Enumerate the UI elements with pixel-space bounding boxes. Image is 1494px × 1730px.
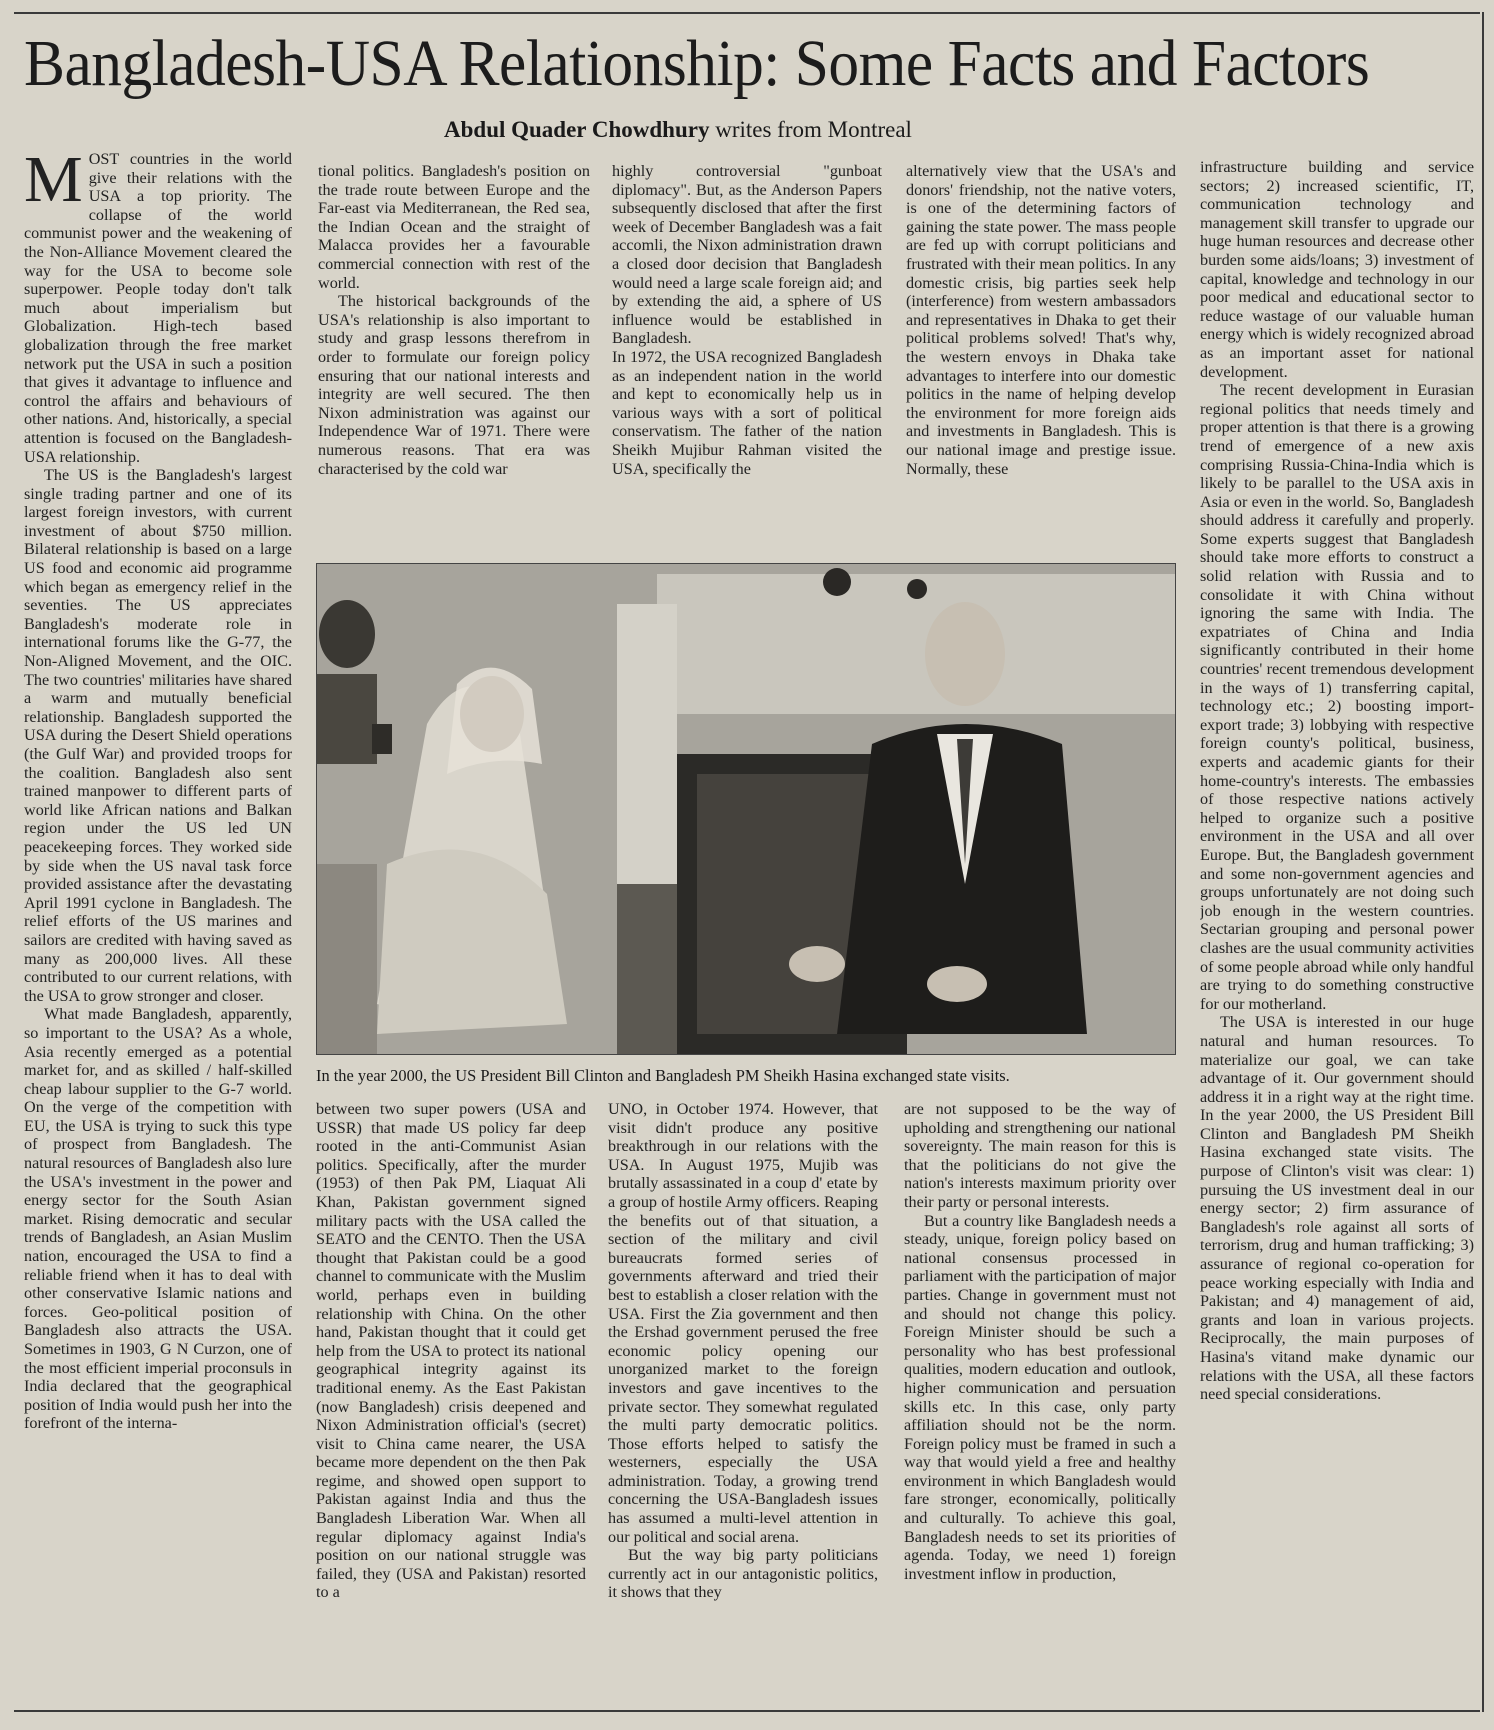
paragraph: OST countries in the world give their relations with the USA a top priority. The collapse of the world communist power and the weakening of the Non-Alliance Movement cleared the way for the USA to become sole superpower. People today don't talk much about imperialism but Globalization. High-tech based globalization through the free market network put the USA in such a position that gives it advantage to influence and control the affairs and behaviours of other nations. And, historically, a special attention is focused on the Bangladesh-USA relationship.	[24, 150, 292, 466]
paragraph: UNO, in October 1974. However, that visit didn't produce any positive breakthrough in our relations with the USA. In August 1975, Mujib was brutally assassinated in a coup d' etate by a group of hostile Army officers. Reaping the benefits out of that situation, a section of the military and civil bureaucrats formed series of governments afterward and tried their best to establish a closer relation with the USA. First the Zia government and then the Ershad government perused the free economic policy opening our unorganized market to the foreign investors and gave incentives to the private sector. They somewhat regulated the multi party democratic politics. Those efforts helped to satisfy the westerners, especially the USA administration. Today, a growing trend concerning the USA-Bangladesh issues has assumed a multi-level attention in our political and social arena.	[608, 1100, 878, 1546]
paragraph: The recent development in Eurasian regional politics that needs timely and proper attention is that there is a growing trend of emergence of a new axis comprising Russia-China-India which is likely to be parallel to the USA axis in Asia or even in the world. So, Bangladesh should address it carefully and properly. Some experts suggest that Bangladesh should take more efforts to construct a solid relation with Russia and to consolidate it with China without ignoring the same with India. The expatriates of China and India significantly contributed in their home countries' recent tremendous development in the ways of 1) transferring capital, technology etc.; 2) boosting import-export trade; 3) lobbying with respective foreign county's political, business, experts and academic giants for their home-country's interests. The embassies of those respective nations actively helped to organize such a positive environment in the USA and all over Europe. But, the Bangladesh government and some non-government agencies and groups unfortunately are not doing such job enough in the western countries. Sectarian grouping and personal power clashes are the usual community activities of some people abroad while only handful are trying to do something constructive for our motherland.	[1200, 381, 1474, 1013]
paragraph: are not supposed to be the way of upholding and strengthening our national sovereignty. The main reason for this is that the politicians do not give the nation's interests maximum priority over their party or personal interests.	[904, 1100, 1176, 1211]
news-photo	[316, 563, 1176, 1055]
paragraph: But the way big party politicians currently act in our antagonistic politics, it shows that they	[608, 1546, 878, 1602]
bottom-rule	[14, 1710, 1480, 1712]
paragraph: But a country like Bangladesh needs a steady, unique, foreign policy based on national consensus processed in parliament with the participation of major parties. Change in government must not and should not change this policy. Foreign Minister should be such a personality who has best professional qualities, modern education and outlook, higher communication and persuation skills etc. In this case, only party affiliation should not be the norm. Foreign policy must be framed in such a way that would yield a free and healthy environment in which Bangladesh would fare stronger, economically, politically and culturally. To achieve this goal, Bangladesh needs to set its priorities of agenda. Today, we need 1) foreign investment inflow in production,	[904, 1211, 1176, 1583]
paragraph: alternatively view that the USA's and donors' friendship, not the native voters, is one of the determining factors of gaining the state power. The mass people are fed up with corrupt politicians and frustrated with their mean politics. In any domestic crisis, big parties seek help (interference) from western ambassadors and representatives in Dhaka to get their political problems solved! That's why, the western envoys in Dhaka take advantages to interfere into our domestic politics in the name of helping develop the environment for more foreign aids and investments in Bangladesh. This is our national image and prestige issue. Normally, these	[906, 162, 1176, 478]
paragraph: tional politics. Bangladesh's position on the trade route between Europe and the Far-east via Mediterranean, the Red sea, the Indian Ocean and the straight of Malacca provides her a favourable commercial connection with rest of the world.	[318, 162, 590, 292]
photo-caption: In the year 2000, the US President Bill Clinton and Bangladesh PM Sheikh Hasina exchanged state visits.	[316, 1066, 1010, 1085]
paragraph: The US is the Bangladesh's largest single trading partner and one of its largest foreign investors, with current investment of about $750 million. Bilateral relationship is based on a large US food and economic aid programme which began as emergency relief in the seventies. The US appreciates Bangladesh's moderate role in international forums like the G-77, the Non-Aligned Movement, and the OIC. The two countries' militaries have shared a warm and mutually beneficial relationship. Bangladesh supported the USA during the Desert Shield operations (the Gulf War) and provided troops for the coalition. Bangladesh also sent trained manpower to different parts of world like African nations and Balkan region under the US led UN peacekeeping forces. They worked side by side when the US naval task force provided assistance after the devastating April 1991 cyclone in Bangladesh. The relief efforts of the US marines and sailors are credited with having saved as many as 200,000 lives. All these contributed to our current relations, with the USA to grow stronger and closer.	[24, 466, 292, 1005]
author-name: Abdul Quader Chowdhury	[444, 117, 710, 142]
column-1	[24, 150, 292, 1695]
top-rule	[14, 12, 1480, 14]
column-2-top	[318, 162, 590, 546]
column-2-bottom	[316, 1100, 586, 1695]
paragraph: In 1972, the USA recognized Bangladesh as an independent nation in the world and kept to economically help us in various ways with a sort of political conservatism. The father of the nation Sheikh Mujibur Rahman visited the USA, specifically the	[612, 347, 882, 478]
byline-location: writes from Montreal	[715, 117, 912, 142]
byline	[444, 117, 1144, 143]
column-3-top	[612, 162, 882, 546]
column-3-bottom	[608, 1100, 878, 1695]
paragraph: What made Bangladesh, apparently, so important to the USA? As a whole, Asia recently emerged as a potential market for, and as skilled / half-skilled cheap labour supplier to the G-7 world. On the verge of the competition with EU, the USA is trying to suck this type of prospect from Bangladesh. The natural resources of Bangladesh also lure the USA's investment in the power and energy sector for the South Asian market. Rising democratic and secular trends of Bangladesh, an Asian Muslim nation, encouraged the USA to find a reliable friend when it has to deal with other conservative Islamic nations and forces. Geo-political position of Bangladesh also attracts the USA. Sometimes in 1903, G N Curzon, one of the most efficient imperial proconsuls in India declared that the geographical position of India would push her into the forefront of the interna-	[24, 1005, 292, 1433]
column-4-bottom	[904, 1100, 1176, 1695]
article-headline: Bangladesh-USA Relationship: Some Facts and Factors	[24, 27, 1370, 100]
photo-illustration	[317, 564, 1175, 1054]
paragraph: infrastructure building and service sectors; 2) increased scientific, IT, communication technology and management skill transfer to upgrade our huge human resources and decrease other burden some aids/loans; 3) investment of capital, knowledge and technology in our poor medical and educational sector to reduce wastage of our valuable human energy which is widely recognized abroad as an important asset for national development.	[1200, 158, 1474, 381]
paragraph: The historical backgrounds of the USA's relationship is also important to study and grasp lessons therefrom in order to formulate our foreign policy ensuring that our national interests and integrity are well secured. The then Nixon administration was against our Independence War of 1971. There were numerous reasons. That era was characterised by the cold war	[318, 292, 590, 478]
drop-cap: M	[24, 150, 83, 216]
column-5	[1200, 158, 1474, 1695]
column-4-top	[906, 162, 1176, 546]
right-rule	[1482, 12, 1484, 1712]
paragraph: highly controversial "gunboat diplomacy". But, as the Anderson Papers subsequently disclosed that after the first week of December Bangladesh was a fait accomli, the Nixon administration drawn a closed door decision that Bangladesh would need a large scale foreign aid; and by extending the aid, a sphere of US influence would be established in Bangladesh.	[612, 162, 882, 348]
paragraph: The USA is interested in our huge natural and human resources. To materialize our goal, we can take advantage of it. Our government should address it in a right way at the right time. In the year 2000, the US President Bill Clinton and Bangladesh PM Sheikh Hasina exchanged state visits. The purpose of Clinton's visit was clear: 1) pursuing the US investment deal in our energy sector; 2) firm assurance of Bangladesh's role against all sorts of terrorism, drug and human trafficking; 3) assurance of regional co-operation for peace working especially with India and Pakistan; and 4) management of aid, grants and loan in various projects. Reciprocally, the main purposes of Hasina's vitand make dynamic our relations with the USA, all these factors need special considerations.	[1200, 1013, 1474, 1404]
paragraph: between two super powers (USA and USSR) that made US policy far deep rooted in the anti-Communist Asian politics. Specifically, after the murder (1953) of then Pak PM, Liaquat Ali Khan, Pakistan government signed military pacts with the USA called the SEATO and the CENTO. Then the USA thought that Pakistan could be a good channel to communicate with the Muslim world, perhaps even in building relationship with China. On the other hand, Pakistan thought that it could get help from the USA to protect its national geographical integrity against its traditional enemy. As the East Pakistan (now Bangladesh) crisis deepened and Nixon Administration official's (secret) visit to China came nearer, the USA became more dependent on the then Pak regime, and showed open support to Pakistan against India and thus the Bangladesh Liberation War. When all regular diplomacy against India's position on our national struggle was failed, they (USA and Pakistan) resorted to a	[316, 1100, 586, 1602]
